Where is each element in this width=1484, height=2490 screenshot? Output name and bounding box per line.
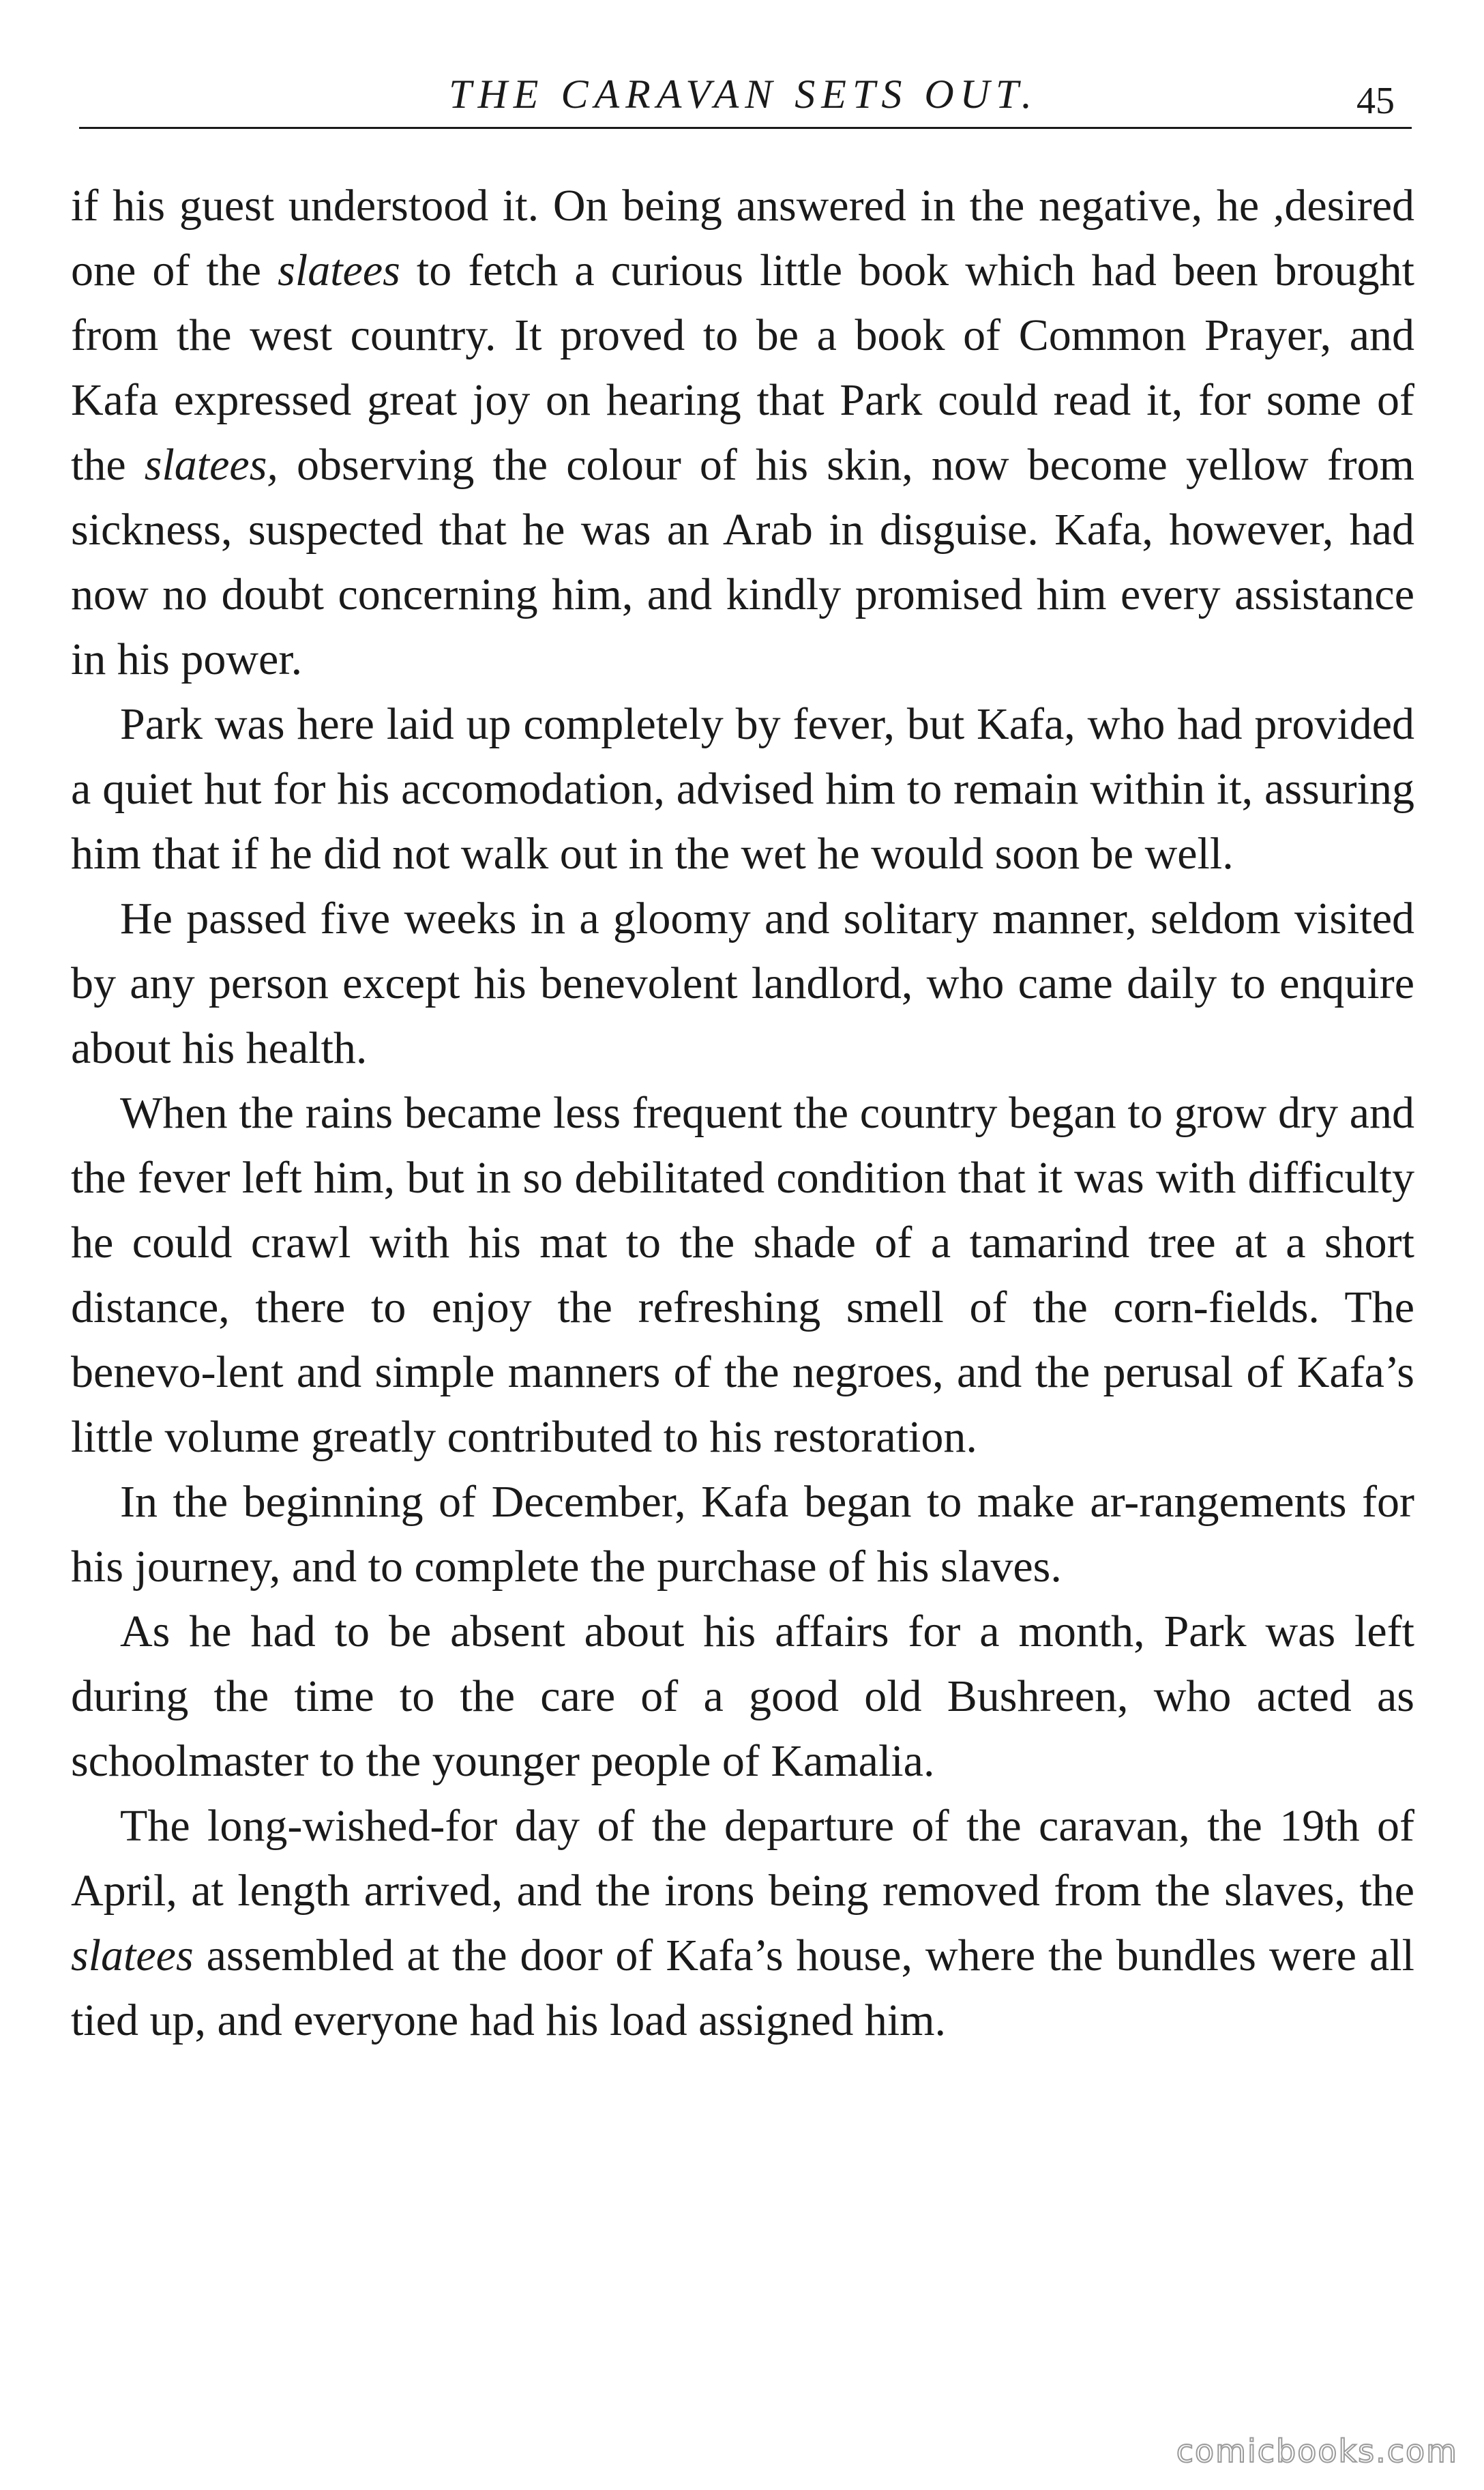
paragraph [71, 1599, 1414, 1793]
body-text [71, 173, 1414, 2053]
paragraph [71, 692, 1414, 886]
running-title: THE CARAVAN SETS OUT. [449, 72, 1038, 117]
italic-text: slatees, [144, 440, 278, 490]
paragraph [71, 886, 1414, 1081]
running-head [75, 61, 1412, 136]
page-number: 45 [1356, 80, 1395, 122]
header-rule [79, 127, 1412, 129]
paragraph [71, 1081, 1414, 1469]
italic-text: slatees [71, 1931, 194, 1980]
text-run: As he had to be absent about his affairs for a month, Park was left during the time to the care of a good old Bushreen, who acted as schoolmaster to the younger people of Kamalia. [71, 1607, 1414, 1786]
paragraph [71, 173, 1414, 692]
italic-text: slatees [278, 246, 400, 295]
text-run: The long-wished-for day of the departure of the caravan, the 19th of April, at length arrived, and the irons being removed from the slaves, the [71, 1801, 1414, 1916]
text-run: assembled at the door of Kafa’s house, where the bundles were all tied up, and everyone had his load assigned him. [71, 1931, 1414, 2045]
text-run: if his guest understood it. On being answered in the negative, he ,desired one of the [71, 181, 1414, 295]
text-run: observing the colour of his skin, now become yellow from sickness, suspected that he was an Arab in disguise. Kafa, however, had now no doubt concerning him, and kindly promised him every assistance in his power. [71, 440, 1414, 684]
paragraph [71, 1469, 1414, 1599]
watermark: comicbooks.com [1176, 2433, 1458, 2470]
text-run: In the beginning of December, Kafa began to make ar-rangements for his journey, and to complete the purchase of his slaves. [71, 1477, 1414, 1592]
text-run: He passed five weeks in a gloomy and solitary manner, seldom visited by any person except his benevolent landlord, who came daily to enquire about his health. [71, 894, 1414, 1073]
text-run: Park was here laid up completely by fever, but Kafa, who had provided a quiet hut for his accomodation, advised him to remain within it, assuring him that if he did not walk out in the wet he would soon be well. [71, 699, 1414, 879]
text-run: When the rains became less frequent the country began to grow dry and the fever left him, but in so debilitated condition that it was with difficulty he could crawl with his mat to the shade of a tamarind tree at a short distance, there to enjoy the refreshing smell of the corn-fields. The benevo-lent and simple manners of the negroes, and the perusal of Kafa’s little volume greatly contributed to his restoration. [71, 1088, 1414, 1462]
paragraph [71, 1793, 1414, 2053]
text-run: to fetch a curious little book which had been brought from the west country. It proved to be a book of Common Prayer, and Kafa expressed great joy on hearing that Park could read it, for some of the [71, 246, 1414, 490]
